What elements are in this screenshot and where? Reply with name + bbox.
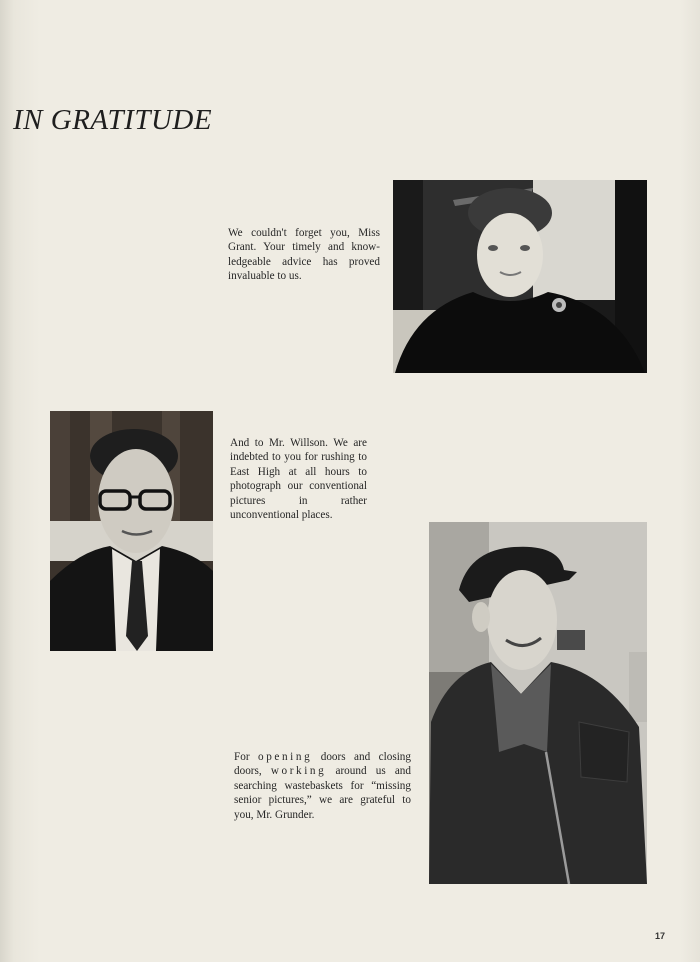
spaced-word-working: working [270, 765, 327, 778]
text-part: around us and searching wastebaskets for “missing senior pictures,” we are grateful to you, Mr. Grunder. [234, 765, 411, 821]
photo-miss-grant [393, 180, 647, 373]
text-part: For [234, 751, 259, 763]
tribute-text-grant: We couldn't forget you, Miss Grant. Your timely and know-ledgeable advice has proved invaluable to us. [228, 227, 380, 283]
tribute-text-grunder [234, 750, 411, 822]
photo-mr-grunder [429, 522, 647, 884]
page-title: IN GRATITUDE [13, 104, 213, 136]
text-part: doors and closing doors, [234, 751, 411, 778]
photo-mr-willson [50, 411, 213, 651]
tribute-text-willson: And to Mr. Willson. We are indebted to you for rushing to East High at all hours to photograph our conventional pictures in rather unconventional places. [230, 437, 367, 522]
spaced-word-opening: opening [258, 751, 313, 763]
page-number: 17 [654, 931, 665, 941]
